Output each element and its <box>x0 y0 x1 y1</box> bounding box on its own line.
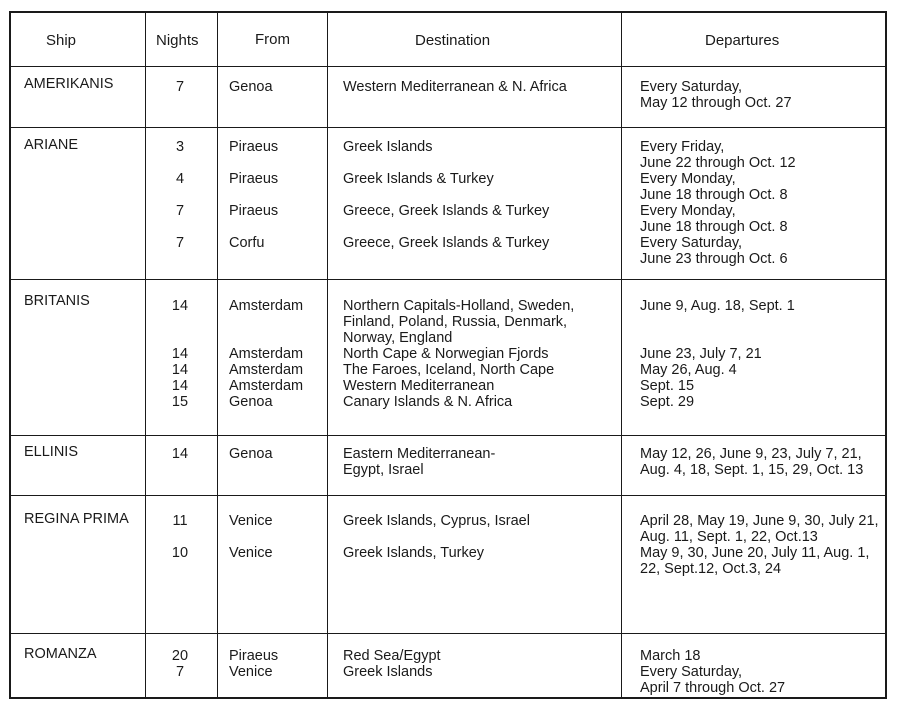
destination-text: Canary Islands & N. Africa <box>343 394 513 410</box>
departure-port: Venice <box>229 664 273 680</box>
departure-dates: 22, Sept.12, Oct.3, 24 <box>640 561 782 577</box>
destination-text: Egypt, Israel <box>343 462 424 478</box>
destination-text: Greek Islands, Cyprus, Israel <box>343 513 530 529</box>
destination-text: Eastern Mediterranean- <box>343 446 496 462</box>
departure-dates: Every Saturday, <box>640 235 743 251</box>
row-divider <box>11 279 885 280</box>
destination-text: Western Mediterranean & N. Africa <box>343 79 567 95</box>
departure-port: Piraeus <box>229 139 279 155</box>
departure-dates: Every Saturday, <box>640 79 743 95</box>
departure-dates: April 28, May 19, June 9, 30, July 21, <box>640 513 879 529</box>
header-from: From <box>255 31 290 48</box>
departure-port: Genoa <box>229 394 273 410</box>
departure-port: Amsterdam <box>229 378 304 394</box>
departure-port: Genoa <box>229 446 273 462</box>
column-divider <box>217 13 218 697</box>
departure-port: Genoa <box>229 79 273 95</box>
departure-port: Venice <box>229 513 273 529</box>
departure-port: Amsterdam <box>229 298 304 314</box>
destination-text: Western Mediterranean <box>343 378 495 394</box>
row-divider <box>11 66 885 67</box>
departure-dates: Aug. 4, 18, Sept. 1, 15, 29, Oct. 13 <box>640 462 864 478</box>
departure-dates: May 9, 30, June 20, July 11, Aug. 1, <box>640 545 870 561</box>
ship-name: ARIANE <box>24 137 78 153</box>
row-divider <box>11 495 885 496</box>
departure-port: Piraeus <box>229 203 279 219</box>
departure-dates: June 23 through Oct. 6 <box>640 251 788 267</box>
row-divider <box>11 633 885 634</box>
departure-dates: June 18 through Oct. 8 <box>640 219 788 235</box>
nights-value: 10 <box>171 545 189 561</box>
destination-text: The Faroes, Iceland, North Cape <box>343 362 555 378</box>
nights-value: 15 <box>171 394 189 410</box>
destination-text: Finland, Poland, Russia, Denmark, <box>343 314 568 330</box>
departure-port: Venice <box>229 545 273 561</box>
cruise-schedule-table <box>9 11 887 699</box>
departure-dates: May 12 through Oct. 27 <box>640 95 792 111</box>
nights-value: 14 <box>171 298 189 314</box>
nights-value: 14 <box>171 346 189 362</box>
departure-dates: June 22 through Oct. 12 <box>640 155 796 171</box>
departure-port: Corfu <box>229 235 265 251</box>
nights-value: 3 <box>175 139 185 155</box>
departure-port: Piraeus <box>229 648 279 664</box>
nights-value: 4 <box>175 171 185 187</box>
nights-value: 14 <box>171 362 189 378</box>
departure-dates: June 9, Aug. 18, Sept. 1 <box>640 298 795 314</box>
departure-port: Piraeus <box>229 171 279 187</box>
ship-name: BRITANIS <box>24 293 90 309</box>
nights-value: 14 <box>171 446 189 462</box>
departure-dates: Every Saturday, <box>640 664 743 680</box>
destination-text: Norway, England <box>343 330 453 346</box>
destination-text: Greek Islands <box>343 664 433 680</box>
departure-port: Amsterdam <box>229 362 304 378</box>
destination-text: Greece, Greek Islands & Turkey <box>343 235 550 251</box>
departure-dates: Sept. 15 <box>640 378 695 394</box>
nights-value: 14 <box>171 378 189 394</box>
departure-dates: June 23, July 7, 21 <box>640 346 762 362</box>
destination-text: Greece, Greek Islands & Turkey <box>343 203 550 219</box>
ship-name: ELLINIS <box>24 444 78 460</box>
destination-text: North Cape & Norwegian Fjords <box>343 346 549 362</box>
header-destination: Destination <box>415 32 491 49</box>
header-ship: Ship <box>46 32 77 49</box>
nights-value: 7 <box>175 235 185 251</box>
destination-text: Greek Islands <box>343 139 433 155</box>
departure-dates: Every Monday, <box>640 203 736 219</box>
departure-dates: Every Friday, <box>640 139 725 155</box>
row-divider <box>11 127 885 128</box>
departure-dates: June 18 through Oct. 8 <box>640 187 788 203</box>
departure-dates: March 18 <box>640 648 701 664</box>
nights-value: 7 <box>175 79 185 95</box>
nights-value: 7 <box>175 664 185 680</box>
nights-value: 7 <box>175 203 185 219</box>
row-divider <box>11 435 885 436</box>
header-departures: Departures <box>705 32 780 49</box>
nights-value: 11 <box>172 513 188 529</box>
departure-dates: May 26, Aug. 4 <box>640 362 737 378</box>
ship-name: ROMANZA <box>24 646 97 662</box>
ship-name: AMERIKANIS <box>24 76 114 92</box>
departure-dates: April 7 through Oct. 27 <box>640 680 786 696</box>
destination-text: Greek Islands & Turkey <box>343 171 494 187</box>
departure-dates: Sept. 29 <box>640 394 695 410</box>
column-divider <box>327 13 328 697</box>
nights-value: 20 <box>171 648 189 664</box>
column-divider <box>621 13 622 697</box>
ship-name: REGINA PRIMA <box>24 511 129 527</box>
destination-text: Greek Islands, Turkey <box>343 545 485 561</box>
column-divider <box>145 13 146 697</box>
departure-dates: May 12, 26, June 9, 23, July 7, 21, <box>640 446 862 462</box>
departure-port: Amsterdam <box>229 346 304 362</box>
destination-text: Northern Capitals-Holland, Sweden, <box>343 298 575 314</box>
header-nights: Nights <box>156 32 199 49</box>
destination-text: Red Sea/Egypt <box>343 648 441 664</box>
departure-dates: Every Monday, <box>640 171 736 187</box>
departure-dates: Aug. 11, Sept. 1, 22, Oct.13 <box>640 529 818 545</box>
